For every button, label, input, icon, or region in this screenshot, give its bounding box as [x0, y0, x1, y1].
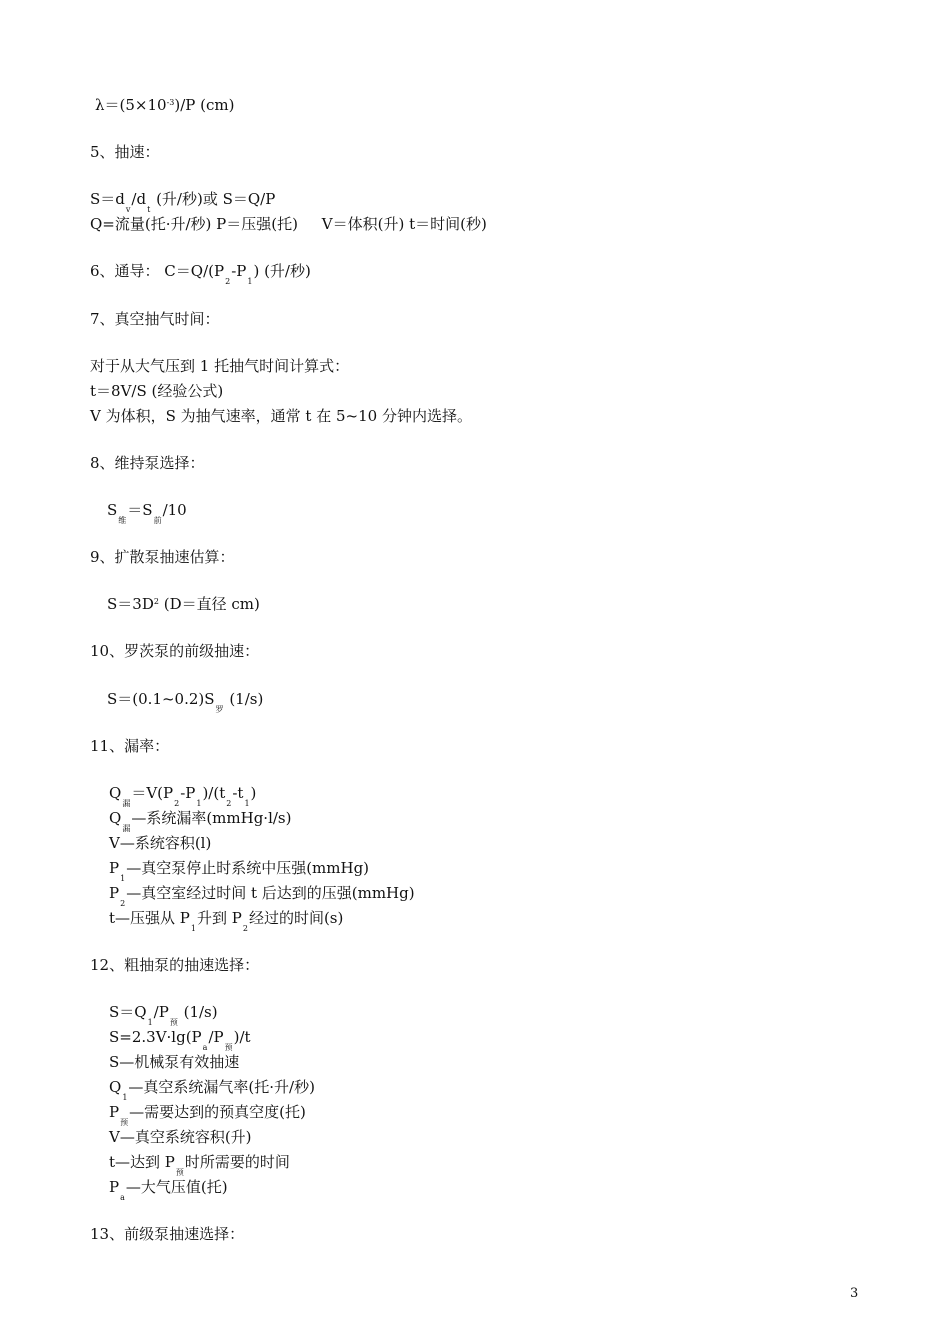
subscript: 罗	[215, 705, 224, 714]
text-line	[90, 548, 235, 566]
text-line	[109, 1178, 228, 1202]
text-run: 5、抽速：	[90, 143, 160, 161]
text-run: V 为体积，S 为抽气速率，通常 t 在 5~10 分钟内选择。	[90, 407, 472, 425]
text-line	[109, 809, 291, 833]
text-run: 10、罗茨泵的前级抽速：	[90, 642, 260, 660]
text-run: 经过的时间(s)	[248, 909, 344, 927]
text-line	[109, 1053, 239, 1071]
text-run: /10	[162, 501, 187, 519]
text-run: 13、前级泵抽速选择：	[90, 1225, 245, 1243]
subscript: 2	[174, 799, 180, 808]
text-run: —真空系统漏气率(托·升/秒)	[128, 1078, 315, 1096]
text-line	[90, 190, 275, 214]
subscript: 前	[153, 516, 162, 525]
text-run: (1/s)	[178, 1003, 218, 1021]
text-run: 12、粗抽泵的抽速选择：	[90, 956, 260, 974]
text-line	[90, 357, 349, 375]
text-run: (升/秒)或 S＝Q/P	[151, 190, 276, 208]
text-run: S—机械泵有效抽速	[109, 1053, 240, 1071]
text-run: )	[250, 784, 257, 802]
subscript: 1	[147, 1018, 153, 1027]
text-line	[109, 784, 256, 808]
text-run: )/(t	[202, 784, 226, 802]
subscript: 2	[242, 924, 248, 933]
text-run: 6、通导： C＝Q/(P	[90, 262, 225, 280]
subscript: 1	[190, 924, 196, 933]
subscript: 1	[244, 799, 250, 808]
text-run: Q	[109, 784, 122, 802]
text-run: -P	[180, 784, 196, 802]
text-run: ) (升/秒)	[253, 262, 311, 280]
text-line	[90, 737, 169, 755]
text-run: V—真空系统容积(升)	[109, 1128, 252, 1146]
subscript: t	[147, 205, 151, 214]
subscript: 预	[169, 1018, 178, 1027]
text-run: /P	[208, 1028, 224, 1046]
text-run: ＝S	[127, 501, 153, 519]
text-run: —真空室经过时间 t 后达到的压强(mmHg)	[126, 884, 415, 902]
text-run: t—达到 P	[109, 1153, 175, 1171]
text-run: 9、扩散泵抽速估算：	[90, 548, 235, 566]
text-line	[90, 407, 472, 425]
subscript: 2	[226, 799, 232, 808]
text-run: Q	[109, 1078, 122, 1096]
text-run: )/P (cm)	[174, 96, 235, 114]
text-line	[90, 382, 223, 400]
text-run: (D＝直径 cm)	[158, 595, 260, 613]
text-line	[109, 909, 343, 933]
text-line	[90, 1225, 244, 1243]
text-run: S＝d	[90, 190, 125, 208]
text-run: S	[107, 501, 118, 519]
text-run: /P	[153, 1003, 169, 1021]
text-run: λ＝(5×10	[95, 96, 167, 114]
text-run: —真空泵停止时系统中压强(mmHg)	[126, 859, 370, 877]
text-line	[90, 262, 311, 286]
subscript: 1	[120, 874, 126, 883]
text-run: /d	[131, 190, 147, 208]
subscript: 2	[120, 899, 126, 908]
superscript: -3	[166, 98, 175, 107]
page-number: 3	[850, 1286, 859, 1301]
text-run: -t	[232, 784, 244, 802]
subscript: 漏	[122, 799, 131, 808]
text-run: )/t	[233, 1028, 251, 1046]
text-run: P	[109, 859, 120, 877]
subscript: 预	[224, 1043, 233, 1052]
text-run: 7、真空抽气时间：	[90, 310, 220, 328]
text-line	[109, 1153, 290, 1177]
superscript: 2	[153, 597, 159, 606]
subscript: 1	[247, 277, 253, 286]
text-run: —需要达到的预真空度(托)	[129, 1103, 306, 1121]
text-run: S＝(0.1~0.2)S	[107, 690, 215, 708]
subscript: 1	[196, 799, 202, 808]
text-line	[109, 834, 211, 852]
subscript: 2	[225, 277, 231, 286]
text-run: P	[109, 1178, 120, 1196]
subscript: 预	[175, 1168, 184, 1177]
text-line	[109, 859, 369, 883]
text-line	[90, 642, 259, 660]
text-run: Q	[109, 809, 122, 827]
text-run: -P	[231, 262, 247, 280]
subscript: 维	[118, 516, 127, 525]
text-line	[90, 143, 160, 161]
text-run: V—系统容积(l)	[109, 834, 212, 852]
text-run: 8、维持泵选择：	[90, 454, 205, 472]
text-line	[90, 310, 220, 328]
text-run: 升到 P	[196, 909, 242, 927]
text-run: S＝3D	[107, 595, 154, 613]
subscript: 漏	[122, 824, 131, 833]
text-line	[109, 884, 415, 908]
text-run: ＝V(P	[131, 784, 174, 802]
text-run: t＝8V/S (经验公式)	[90, 382, 224, 400]
subscript: 预	[120, 1118, 129, 1127]
text-run: S＝Q	[109, 1003, 147, 1021]
text-line	[109, 1128, 252, 1146]
subscript: v	[125, 205, 131, 214]
text-line	[90, 215, 487, 233]
text-run: 对于从大气压到 1 托抽气时间计算式：	[90, 357, 350, 375]
text-run: —大气压值(托)	[125, 1178, 228, 1196]
text-line	[109, 1003, 218, 1027]
text-line	[90, 454, 205, 472]
text-run: Q=流量(托·升/秒) P＝压强(托) V＝体积(升) t＝时间(秒)	[90, 215, 487, 233]
subscript: a	[202, 1043, 208, 1052]
text-line	[109, 1028, 251, 1052]
text-line	[109, 1078, 315, 1102]
text-run: P	[109, 884, 120, 902]
text-line	[90, 956, 259, 974]
text-run: S=2.3V·lg(P	[109, 1028, 202, 1046]
text-line	[107, 501, 187, 525]
text-run: 时所需要的时间	[184, 1153, 290, 1171]
text-run: —系统漏率(mmHg·l/s)	[131, 809, 292, 827]
subscript: a	[120, 1193, 125, 1202]
subscript: 1	[122, 1093, 128, 1102]
text-line	[107, 595, 260, 613]
text-run: P	[109, 1103, 120, 1121]
text-line	[107, 690, 263, 714]
text-run: (1/s)	[224, 690, 264, 708]
text-line	[109, 1103, 306, 1127]
text-run: t—压强从 P	[109, 909, 190, 927]
text-run: 11、漏率：	[90, 737, 170, 755]
text-line	[95, 96, 234, 114]
